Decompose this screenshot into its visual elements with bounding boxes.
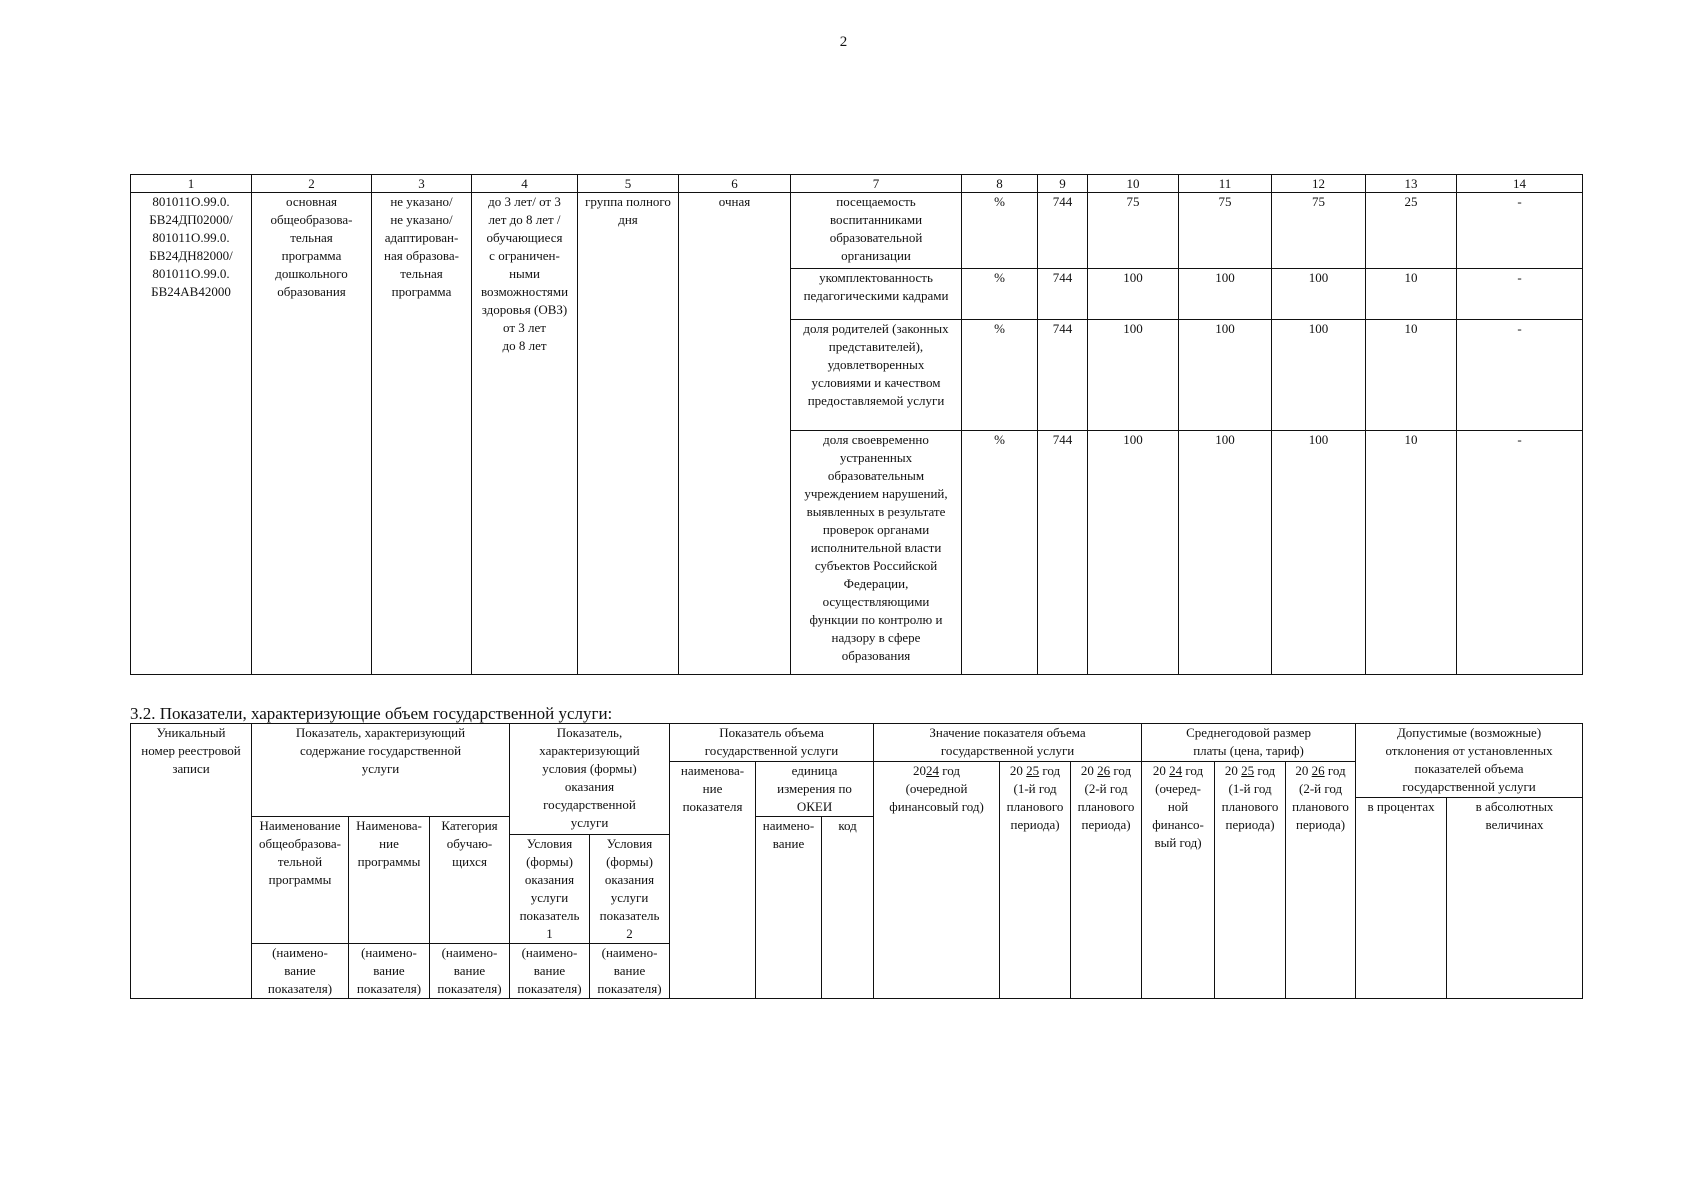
indicator-name-cell: (наимено- вание показателя) bbox=[349, 944, 430, 999]
value-2024: 100 bbox=[1088, 269, 1179, 320]
value-2025: 100 bbox=[1179, 431, 1272, 675]
deviation-absolute: - bbox=[1457, 193, 1583, 269]
deviation-absolute-header: в абсолютных величинах bbox=[1447, 798, 1583, 999]
value-2025: 75 bbox=[1179, 193, 1272, 269]
col-number: 11 bbox=[1179, 175, 1272, 193]
condition-1-header: Условия (формы) оказания услуги показатель 1 bbox=[510, 835, 590, 944]
category-header: Категория обучаю- щихся bbox=[430, 817, 510, 944]
col-number: 12 bbox=[1272, 175, 1366, 193]
page-number: 2 bbox=[839, 34, 848, 50]
unit-code-header: код bbox=[822, 817, 874, 999]
conditions-header: Показатель, характеризующий условия (формы) оказания государственной услуги bbox=[510, 724, 670, 835]
indicator-name: доля своевременно устраненных образовательным учреждением нарушений, выявленных в результате проверок органами исполнительной власти субъектов Российской Федерации, осуществляющими функции по контролю и надзору в сфере образования bbox=[791, 431, 962, 675]
value-2024: 100 bbox=[1088, 320, 1179, 431]
value-2024: 100 bbox=[1088, 431, 1179, 675]
unit-name: % bbox=[962, 431, 1038, 675]
deviation-absolute: - bbox=[1457, 269, 1583, 320]
deviation-percent: 10 bbox=[1366, 431, 1457, 675]
column-number-row bbox=[131, 175, 1583, 193]
fee-year-3-header: 20 26 год (2-й год планового периода) bbox=[1286, 762, 1356, 999]
indicator-name-cell: (наимено- вание показателя) bbox=[430, 944, 510, 999]
volume-unit-header: единица измерения по ОКЕИ bbox=[756, 762, 874, 817]
group-type: группа полного дня bbox=[578, 193, 679, 675]
deviation-absolute: - bbox=[1457, 431, 1583, 675]
fee-year-1-header: 20 24 год (очеред- ной финансо- вый год) bbox=[1142, 762, 1215, 999]
col-number: 3 bbox=[372, 175, 472, 193]
col-number: 13 bbox=[1366, 175, 1457, 193]
registry-number: 801011О.99.0. БВ24ДП02000/ 801011О.99.0. БВ24ДН82000/ 801011О.99.0. БВ24АВ42000 bbox=[131, 193, 252, 675]
deviation-percent: 10 bbox=[1366, 269, 1457, 320]
col-number: 8 bbox=[962, 175, 1038, 193]
unit-code: 744 bbox=[1038, 320, 1088, 431]
value-2026: 100 bbox=[1272, 269, 1366, 320]
value-2026: 75 bbox=[1272, 193, 1366, 269]
unit-name: % bbox=[962, 320, 1038, 431]
value-year-3-header: 20 26 год (2-й год планового периода) bbox=[1071, 762, 1142, 999]
program-name-header: Наименование общеобразова- тельной программы bbox=[252, 817, 349, 944]
table-row bbox=[131, 193, 1583, 269]
indicator-name: доля родителей (законных представителей), удовлетворенных условиями и качеством предоставляемой услуги bbox=[791, 320, 962, 431]
volume-name-header: наименова- ние показателя bbox=[670, 762, 756, 999]
col-number: 7 bbox=[791, 175, 962, 193]
indicator-name-cell: (наимено- вание показателя) bbox=[510, 944, 590, 999]
deviation-absolute: - bbox=[1457, 320, 1583, 431]
unit-name: % bbox=[962, 269, 1038, 320]
condition-2-header: Условия (формы) оказания услуги показатель 2 bbox=[590, 835, 670, 944]
col-number: 9 bbox=[1038, 175, 1088, 193]
value-2026: 100 bbox=[1272, 431, 1366, 675]
col-number: 4 bbox=[472, 175, 578, 193]
deviation-percent-header: в процентах bbox=[1356, 798, 1447, 999]
col-number: 1 bbox=[131, 175, 252, 193]
col-number: 5 bbox=[578, 175, 679, 193]
unit-code: 744 bbox=[1038, 431, 1088, 675]
registry-header: Уникальный номер реестровой записи bbox=[131, 724, 252, 999]
indicator-name: укомплектованность педагогическими кадрами bbox=[791, 269, 962, 320]
unit-code: 744 bbox=[1038, 193, 1088, 269]
indicator-name-cell: (наимено- вание показателя) bbox=[590, 944, 670, 999]
student-category: до 3 лет/ от 3 лет до 8 лет / обучающиеся с ограничен- ными возможностями здоровья (ОВЗ) от 3 лет до 8 лет bbox=[472, 193, 578, 675]
deviation-percent: 25 bbox=[1366, 193, 1457, 269]
volume-header: Показатель объема государственной услуги bbox=[670, 724, 874, 762]
indicator-name: посещаемость воспитанниками образовательной организации bbox=[791, 193, 962, 269]
unit-name-header: наимено- вание bbox=[756, 817, 822, 999]
unit-name: % bbox=[962, 193, 1038, 269]
program-name: основная общеобразова- тельная программа дошкольного образования bbox=[252, 193, 372, 675]
program-type: не указано/ не указано/ адаптирован- ная образова- тельная программа bbox=[372, 193, 472, 675]
section-title: 3.2. Показатели, характеризующие объем государственной услуги: bbox=[130, 704, 613, 723]
col-number: 2 bbox=[252, 175, 372, 193]
program-header: Наименова- ние программы bbox=[349, 817, 430, 944]
fee-year-2-header: 20 25 год (1-й год планового периода) bbox=[1215, 762, 1286, 999]
header-row bbox=[131, 724, 1583, 762]
content-header: Показатель, характеризующий содержание государственной услуги bbox=[252, 724, 510, 817]
value-year-2-header: 20 25 год (1-й год планового периода) bbox=[1000, 762, 1071, 999]
fee-header: Среднегодовой размер платы (цена, тариф) bbox=[1142, 724, 1356, 762]
value-2024: 75 bbox=[1088, 193, 1179, 269]
col-number: 14 bbox=[1457, 175, 1583, 193]
unit-code: 744 bbox=[1038, 269, 1088, 320]
indicator-name-cell: (наимено- вание показателя) bbox=[252, 944, 349, 999]
value-header: Значение показателя объема государственной услуги bbox=[874, 724, 1142, 762]
deviation-header: Допустимые (возможные) отклонения от установленных показателей объема государственной услуги bbox=[1356, 724, 1583, 798]
quality-indicators-table bbox=[130, 174, 1583, 675]
deviation-percent: 10 bbox=[1366, 320, 1457, 431]
col-number: 10 bbox=[1088, 175, 1179, 193]
value-year-1-header: 2024 год (очередной финансовый год) bbox=[874, 762, 1000, 999]
value-2025: 100 bbox=[1179, 269, 1272, 320]
value-2026: 100 bbox=[1272, 320, 1366, 431]
education-form: очная bbox=[679, 193, 791, 675]
value-2025: 100 bbox=[1179, 320, 1272, 431]
volume-indicators-table bbox=[130, 723, 1583, 999]
col-number: 6 bbox=[679, 175, 791, 193]
